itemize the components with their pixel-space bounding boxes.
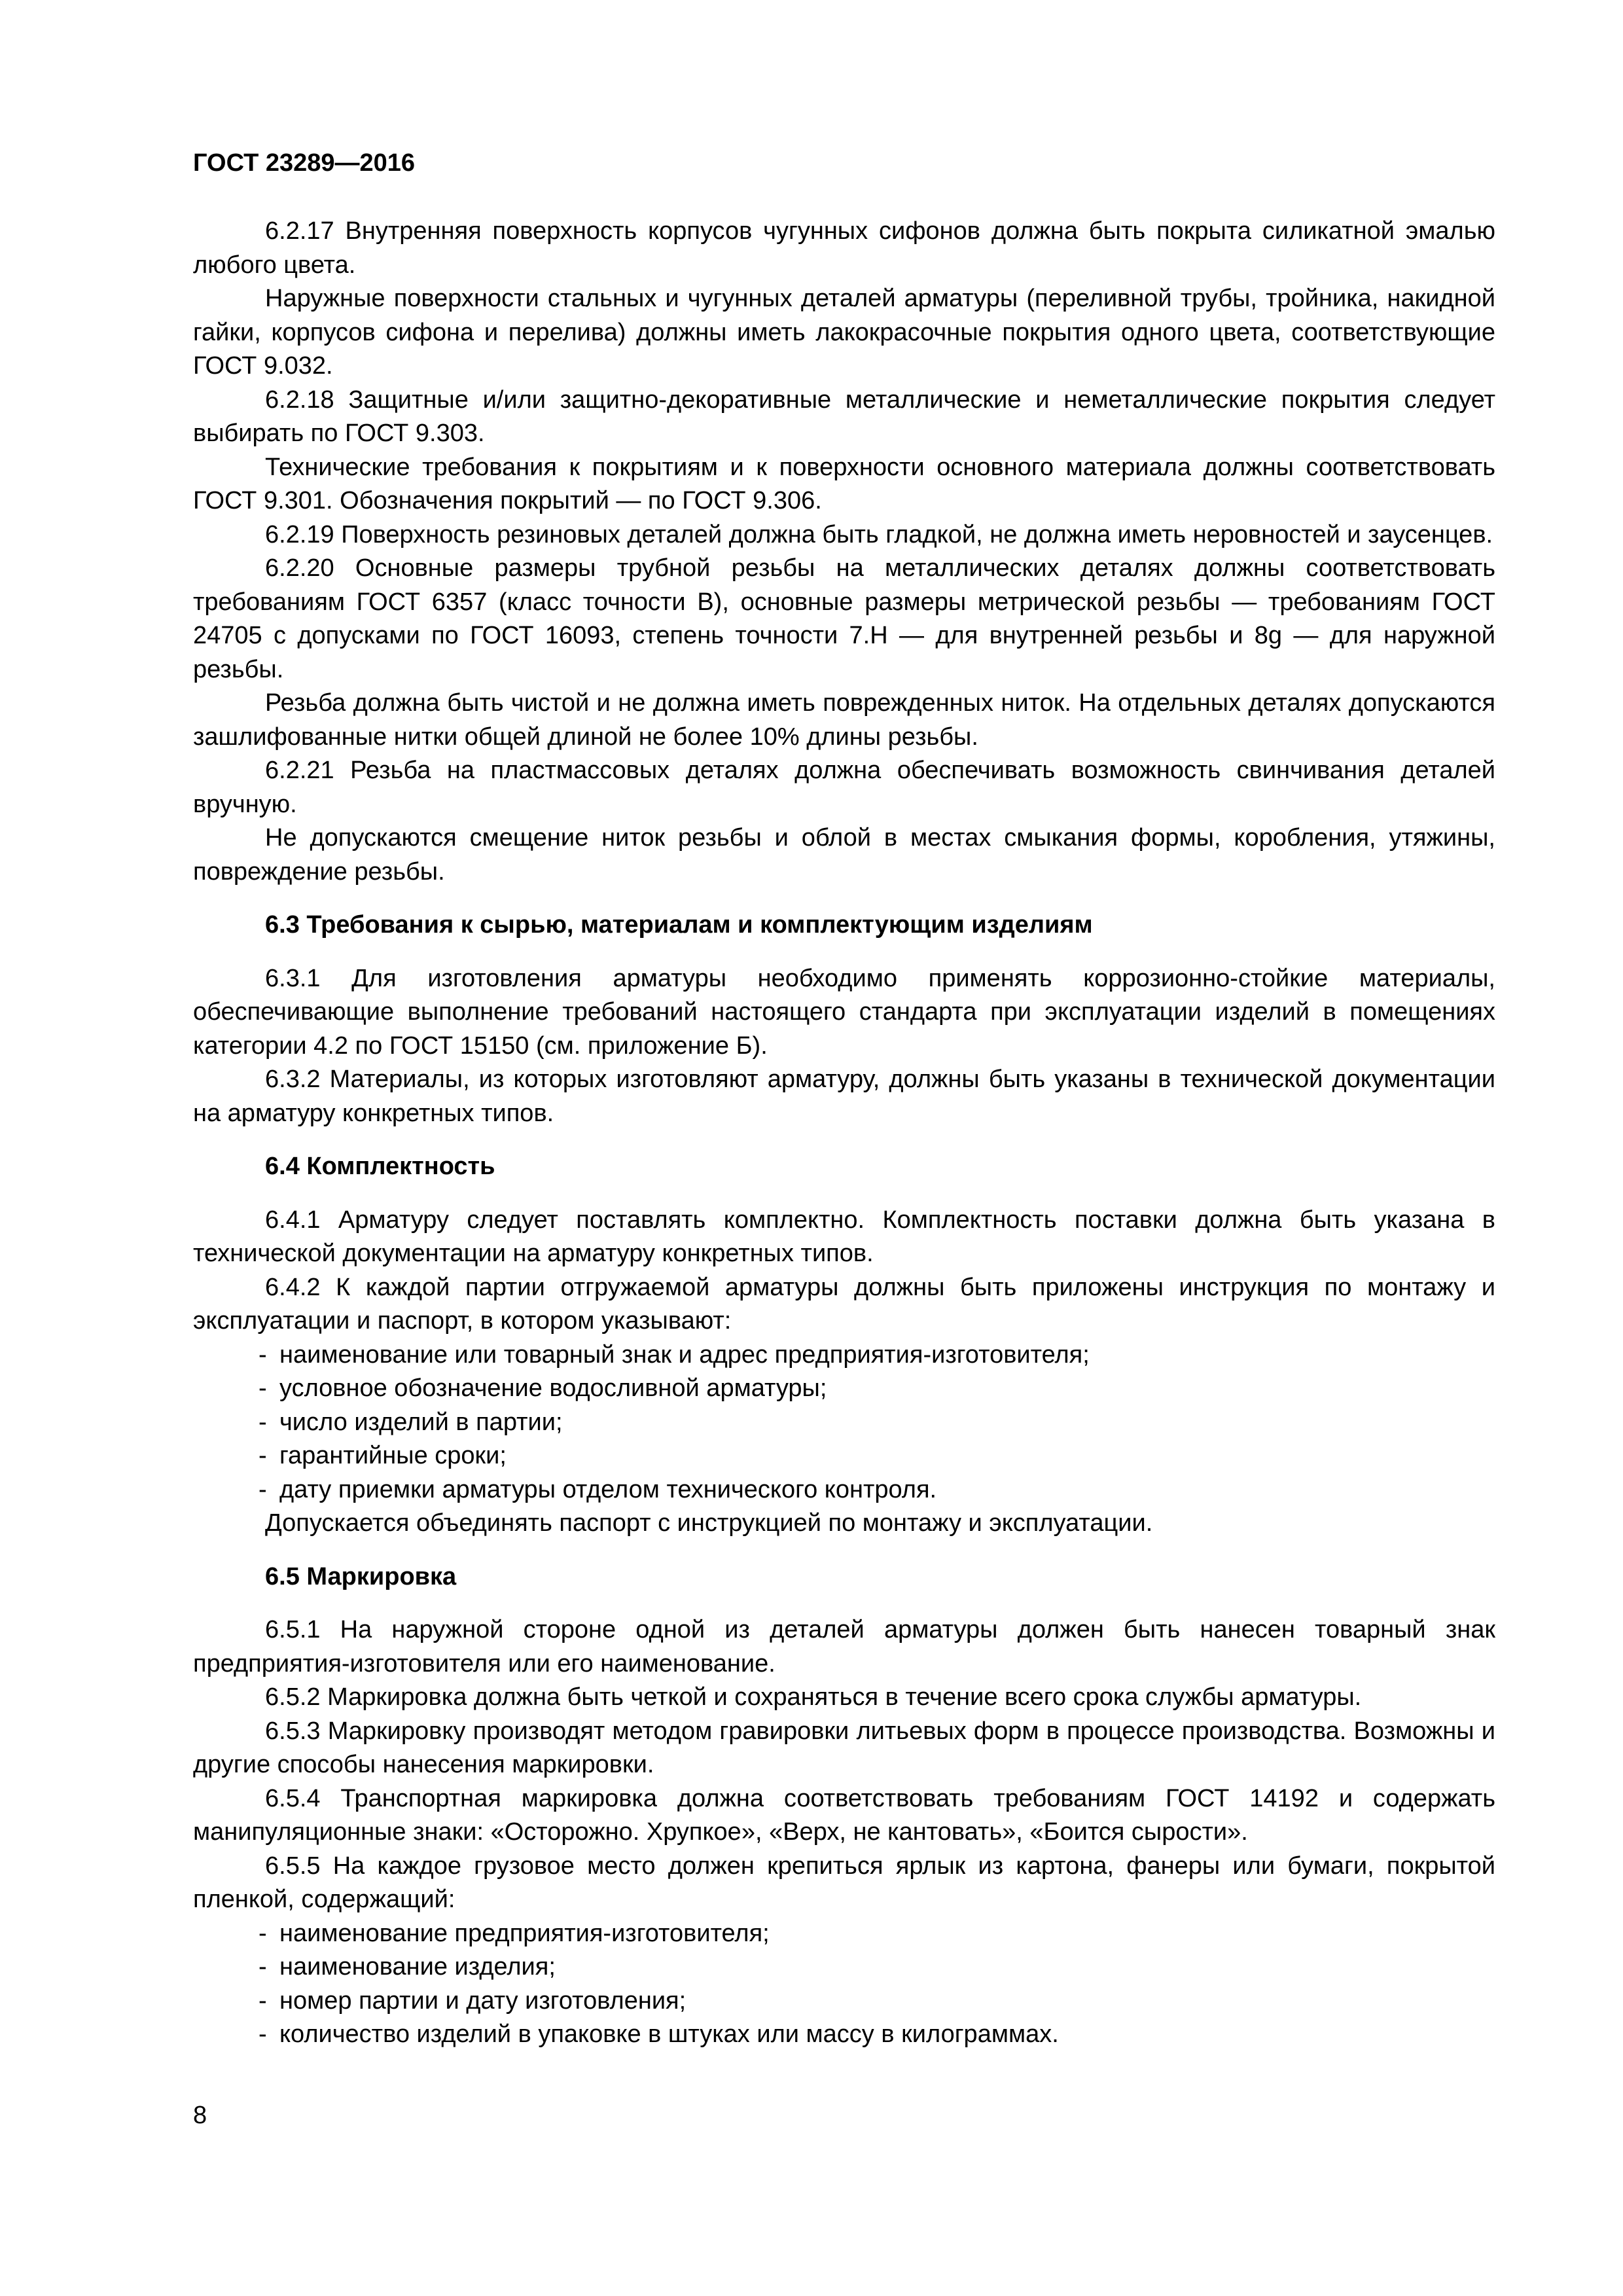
list-item-text: дату приемки арматуры отделом технического контроля. <box>279 1475 937 1503</box>
list-item <box>259 1984 1495 2018</box>
list-item <box>259 1473 1495 1507</box>
paragraph-6-5-4: 6.5.4 Транспортная маркировка должна соответствовать требованиям ГОСТ 14192 и содержать манипуляционные знаки: «Осторожно. Хрупкое», «Верх, не кантовать», «Боится сырости». <box>193 1784 1495 1846</box>
paragraph-6-2-20: 6.2.20 Основные размеры трубной резьбы на металлических деталях должны соответствовать требованиям ГОСТ 6357 (класс точности В), основные размеры метрической резьбы — требованиям ГОСТ 24705 с допусками по ГОСТ 16093, степень точности 7.Н — для внутренней резьбы и 8g — для наружной резьбы. <box>193 554 1495 683</box>
label-contents-list <box>193 1917 1495 2052</box>
list-item-text: условное обозначение водосливной арматуры; <box>279 1374 827 1402</box>
paragraph-6-4-1: 6.4.1 Арматуру следует поставлять комплектно. Комплектность поставки должна быть указана в технической документации на арматуру конкретных типов. <box>193 1206 1495 1267</box>
list-dash: - <box>259 2020 267 2048</box>
list-dash: - <box>259 1919 267 1947</box>
list-dash: - <box>259 1408 267 1436</box>
list-dash: - <box>259 1374 267 1402</box>
list-item <box>259 1917 1495 1951</box>
list-item <box>259 1338 1495 1372</box>
section-heading-6-4: 6.4 Комплектность <box>265 1153 495 1180</box>
paragraph-thread-quality: Резьба должна быть чистой и не должна иметь поврежденных ниток. На отдельных деталях допускаются зашлифованные нитки общей длиной не более 10% длины резьбы. <box>193 689 1495 751</box>
paragraph-6-5-5: 6.5.5 На каждое грузовое место должен крепиться ярлык из картона, фанеры или бумаги, покрытой пленкой, содержащий: <box>193 1852 1495 1913</box>
section-heading-6-5: 6.5 Маркировка <box>265 1562 457 1590</box>
document-page <box>193 147 1495 2052</box>
list-item-text: номер партии и дату изготовления; <box>279 1986 687 2015</box>
list-dash: - <box>259 1442 267 1469</box>
document-code-header: ГОСТ 23289—2016 <box>193 149 416 177</box>
paragraph-outer-surfaces: Наружные поверхности стальных и чугунных деталей арматуры (переливной трубы, тройника, накидной гайки, корпусов сифона и перелива) должны иметь лакокрасочные покрытия одного цвета, соответствующие ГОСТ 9.032. <box>193 285 1495 380</box>
paragraph-thread-defects: Не допускаются смещение ниток резьбы и облой в местах смыкания формы, коробления, утяжины, повреждение резьбы. <box>193 824 1495 886</box>
paragraph-6-2-18: 6.2.18 Защитные и/или защитно-декоративные металлические и неметаллические покрытия следует выбирать по ГОСТ 9.303. <box>193 386 1495 447</box>
paragraph-6-3-1: 6.3.1 Для изготовления арматуры необходимо применять коррозионно-стойкие материалы, обеспечивающие выполнение требований настоящего стандарта при эксплуатации изделий в помещениях категории 4.2 по ГОСТ 15150 (см. приложение Б). <box>193 964 1495 1060</box>
paragraph-6-3-2: 6.3.2 Материалы, из которых изготовляют арматуру, должны быть указаны в технической документации на арматуру конкретных типов. <box>193 1066 1495 1127</box>
page-number: 8 <box>193 2102 207 2129</box>
list-item-text: количество изделий в упаковке в штуках или массу в килограммах. <box>279 2020 1059 2048</box>
paragraph-passport-merge: Допускается объединять паспорт с инструкцией по монтажу и эксплуатации. <box>265 1509 1153 1537</box>
list-dash: - <box>259 1953 267 1981</box>
list-dash: - <box>259 1986 267 2015</box>
list-item <box>259 2018 1495 2052</box>
list-dash: - <box>259 1340 267 1369</box>
list-item-text: наименование изделия; <box>279 1953 556 1981</box>
paragraph-6-2-17: 6.2.17 Внутренняя поверхность корпусов чугунных сифонов должна быть покрыта силикатной эмалью любого цвета. <box>193 217 1495 279</box>
paragraph-6-5-2: 6.5.2 Маркировка должна быть четкой и сохраняться в течение всего срока службы арматуры. <box>265 1683 1362 1711</box>
list-item <box>259 1950 1495 1984</box>
list-dash: - <box>259 1475 267 1503</box>
list-item <box>259 1372 1495 1406</box>
list-item-text: число изделий в партии; <box>279 1408 563 1436</box>
paragraph-6-4-2: 6.4.2 К каждой партии отгружаемой арматуры должны быть приложены инструкция по монтажу и эксплуатации и паспорт, в котором указывают: <box>193 1273 1495 1335</box>
passport-contents-list <box>193 1338 1495 1507</box>
paragraph-6-2-21: 6.2.21 Резьба на пластмассовых деталях должна обеспечивать возможность свинчивания деталей вручную. <box>193 757 1495 818</box>
list-item-text: гарантийные сроки; <box>279 1442 507 1469</box>
list-item-text: наименование предприятия-изготовителя; <box>279 1919 770 1947</box>
list-item <box>259 1439 1495 1473</box>
list-item-text: наименование или товарный знак и адрес предприятия-изготовителя; <box>279 1340 1090 1369</box>
paragraph-6-5-1: 6.5.1 На наружной стороне одной из деталей арматуры должен быть нанесен товарный знак предприятия-изготовителя или его наименование. <box>193 1616 1495 1677</box>
paragraph-coating-requirements: Технические требования к покрытиям и к поверхности основного материала должны соответствовать ГОСТ 9.301. Обозначения покрытий — по ГОСТ 9.306. <box>193 453 1495 514</box>
paragraph-6-5-3: 6.5.3 Маркировку производят методом гравировки литьевых форм в процессе производства. Возможны и другие способы нанесения маркировки. <box>193 1717 1495 1778</box>
list-item <box>259 1406 1495 1440</box>
paragraph-6-2-19: 6.2.19 Поверхность резиновых деталей должна быть гладкой, не должна иметь неровностей и заусенцев. <box>265 520 1493 548</box>
section-heading-6-3: 6.3 Требования к сырью, материалам и комплектующим изделиям <box>265 911 1093 939</box>
